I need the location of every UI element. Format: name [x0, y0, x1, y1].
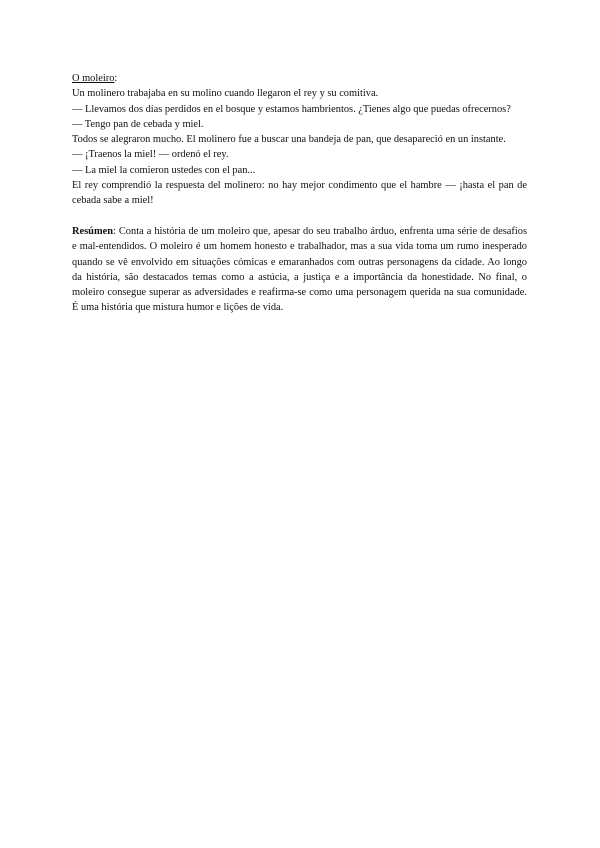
- story-paragraph: — Llevamos dos días perdidos en el bosque y estamos hambrientos. ¿Tienes algo que puedas ofrecernos?: [72, 103, 511, 115]
- story-paragraph: — Tengo pan de cebada y miel.: [72, 118, 204, 130]
- paragraph-spacer: [72, 209, 527, 224]
- document-body: [72, 71, 527, 316]
- summary-label-colon: :: [112, 225, 116, 237]
- summary-paragraph: [72, 224, 527, 316]
- story-paragraph: Todos se alegraron mucho. El molinero fue a buscar una bandeja de pan, que desapareció en un instante.: [72, 134, 506, 146]
- summary-text: Conta a história de um moleiro que, apesar do seu trabalho árduo, enfrenta uma série de desafios e mal-entendidos. O moleiro é um homem honesto e trabalhador, mas a sua vida toma um rumo inesperado quando se vê envolvido em situações cómicas e emaranhados com outras personagens da cidade. Ao longo da história, são destacados temas como a astúcia, a justiça e a importância da honestidade. No final, o moleiro consegue superar as adversidades e reafirma-se como uma personagem querida na sua comunidade. É uma história que mistura humor e lições de vida.: [72, 225, 527, 314]
- story-paragraph: — La miel la comieron ustedes con el pan...: [72, 164, 256, 176]
- story-title-line: [72, 71, 527, 86]
- story-title-colon: :: [114, 73, 118, 84]
- story-paragraph: El rey comprendió la respuesta del molinero: no hay mejor condimento que el hambre — ¡hasta el pan de cebada sabe a miel!: [72, 180, 527, 207]
- story-paragraph: — ¡Traenos la miel! — ordenó el rey.: [72, 149, 229, 161]
- story-paragraph: Un molinero trabajaba en su molino cuando llegaron el rey y su comitiva.: [72, 88, 379, 100]
- summary-label: Resúmen: [72, 225, 113, 237]
- story-title: O moleiro: [72, 73, 115, 84]
